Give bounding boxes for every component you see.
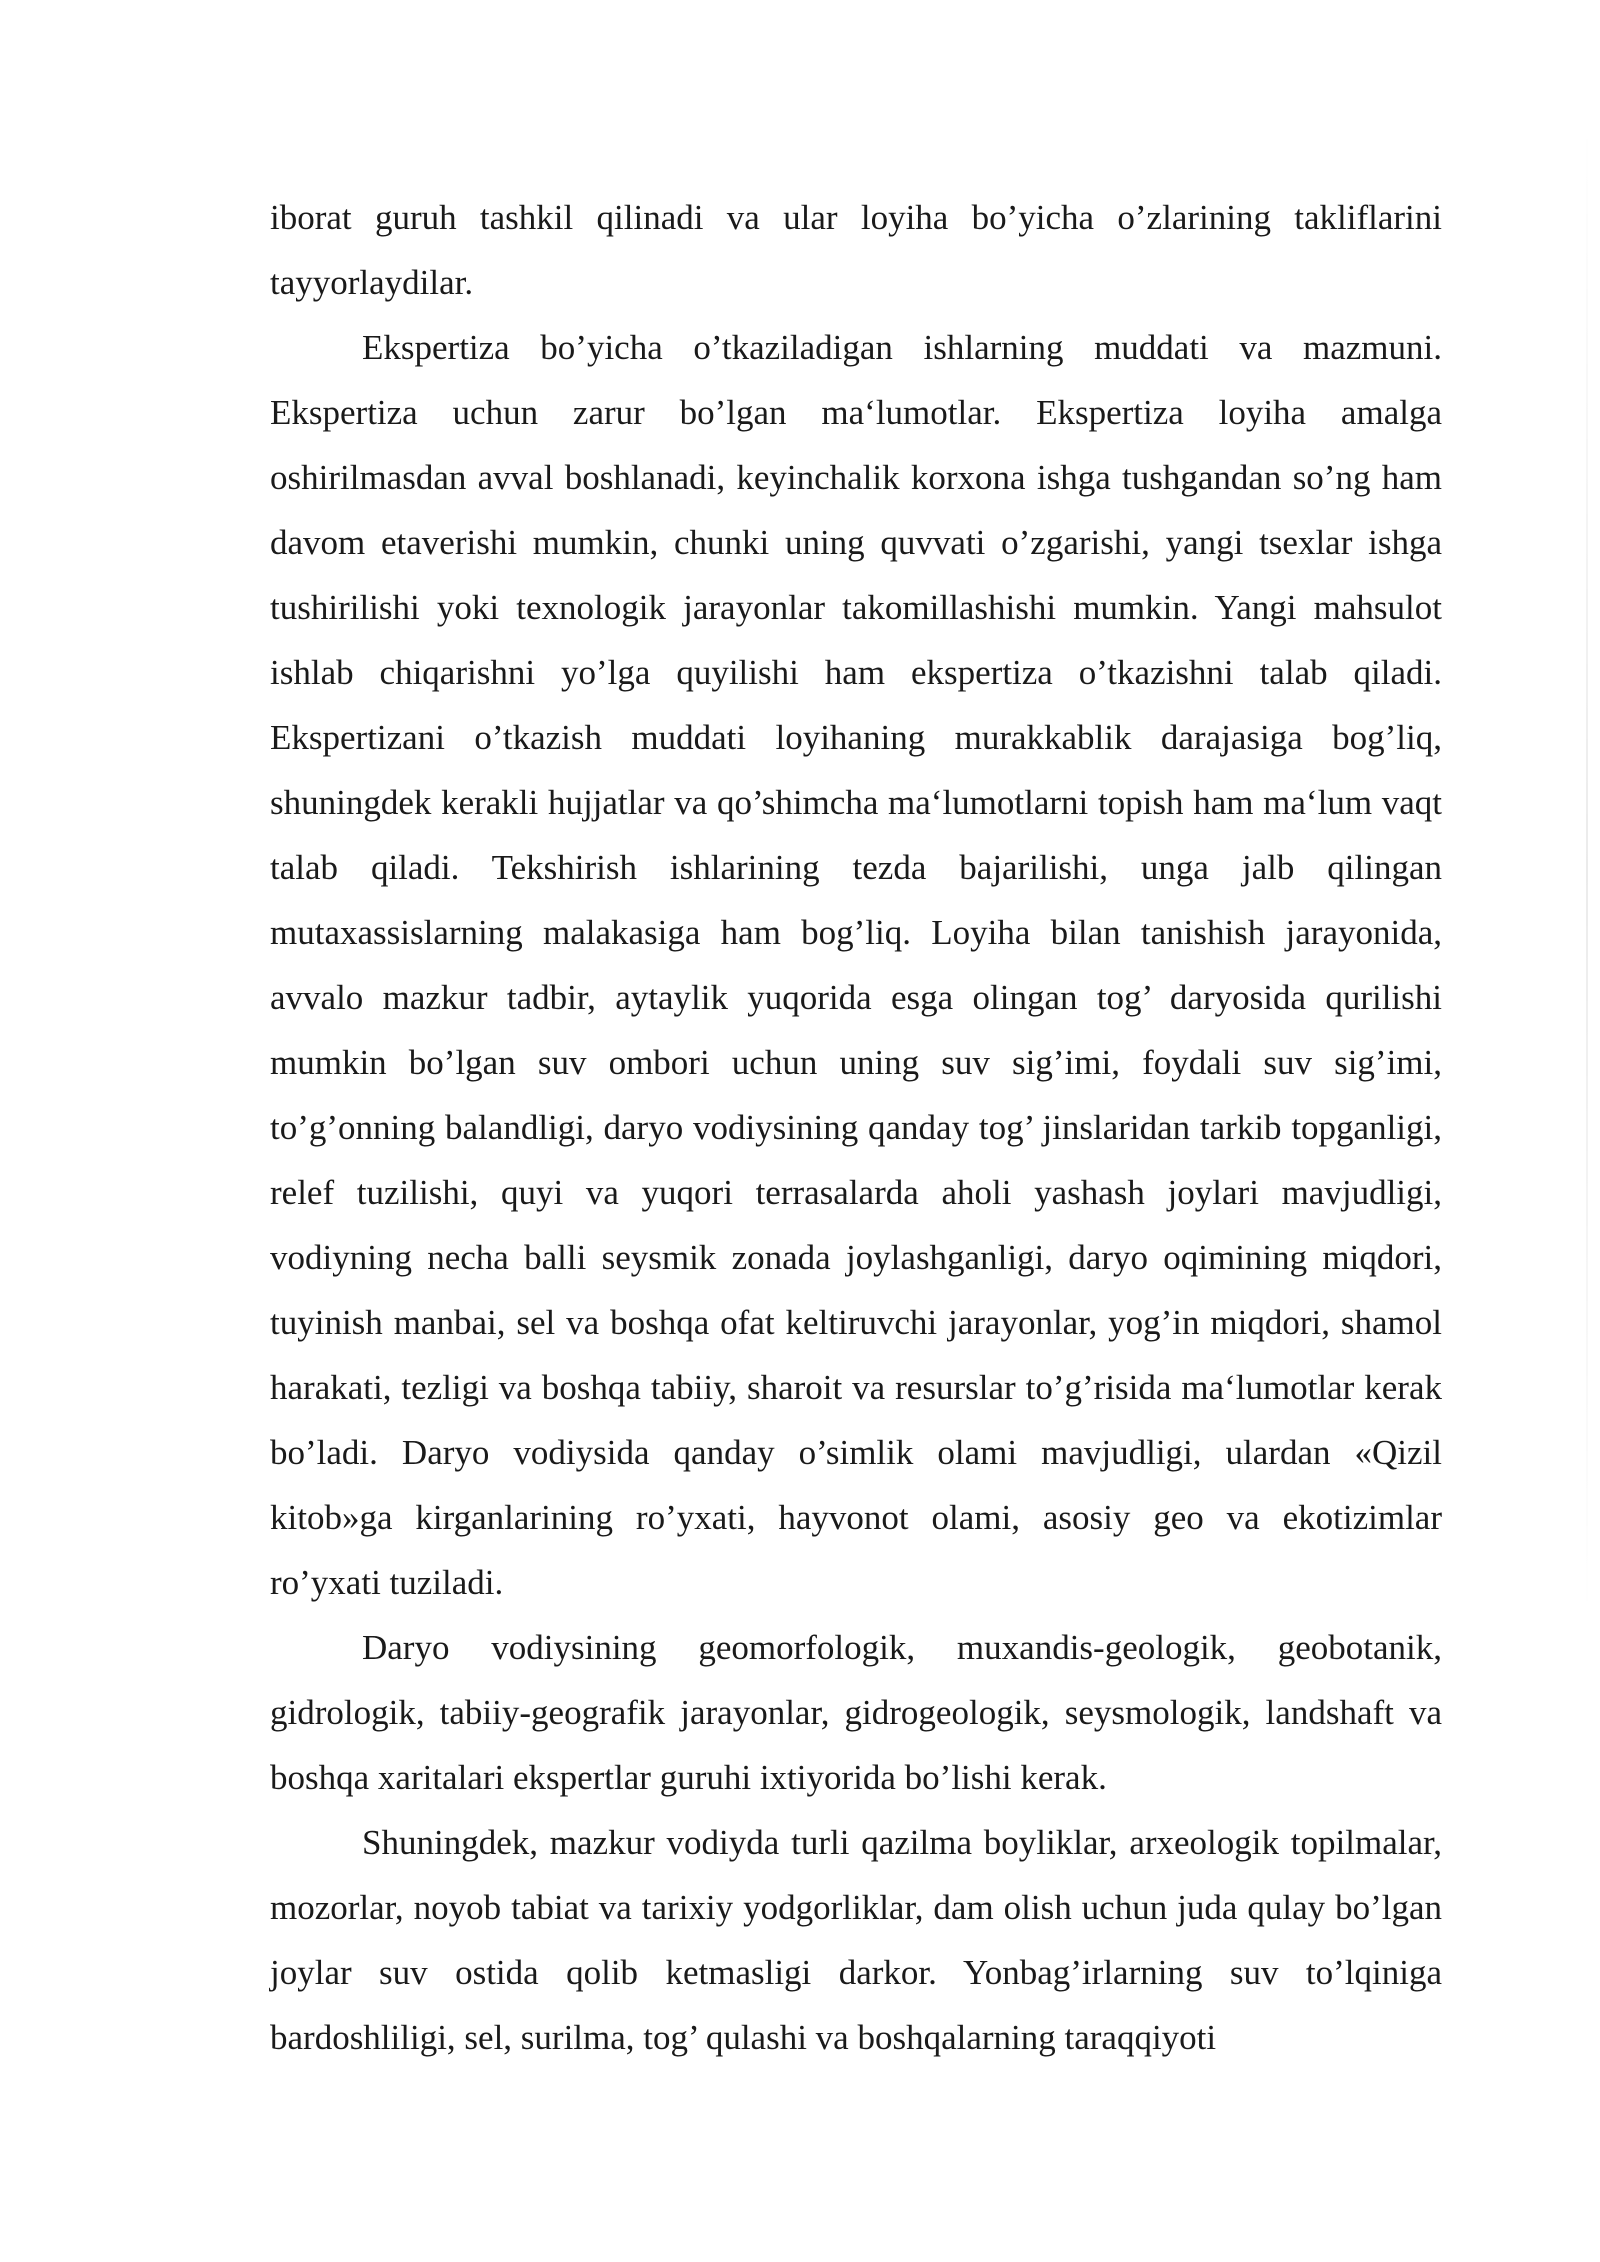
paragraph-1: iborat guruh tashkil qilinadi va ular loyiha bo’yicha o’zlarining takliflarini tayyorlaydilar. — [270, 198, 1442, 302]
page-edge-shadow — [1586, 120, 1588, 1620]
paragraph-2: Ekspertiza bo’yicha o’tkaziladigan ishlarning muddati va mazmuni. Ekspertiza uchun zarur bo’lgan ma‘lumotlar. Ekspertiza loyiha amalga oshirilmasdan avval boshlanadi, keyinchalik korxona ishga tushgandan so’ng ham davom etaverishi mumkin, chunki uning quvvati o’zgarishi, yangi tsexlar ishga tushirilishi yoki texnologik jarayonlar takomillashishi mumkin. Yangi mahsulot ishlab chiqarishni yo’lga quyilishi ham ekspertiza o’tkazishni talab qiladi. Ekspertizani o’tkazish muddati loyihaning murakkablik darajasiga bog’liq, shuningdek kerakli hujjatlar va qo’shimcha ma‘lumotlarni topish ham ma‘lum vaqt talab qiladi. Tekshirish ishlarining tezda bajarilishi, unga jalb qilingan mutaxassislarning malakasiga ham bog’liq. Loyiha bilan tanishish jarayonida, avvalo mazkur tadbir, aytaylik yuqorida esga olingan tog’ daryosida qurilishi mumkin bo’lgan suv ombori uchun uning suv sig’imi, foydali suv sig’imi, to’g’onning balandligi, daryo vodiysining qanday tog’ jinslaridan tarkib topganligi, relef tuzilishi, quyi va yuqori terrasalarda aholi yashash joylari mavjudligi, vodiyning necha balli seysmik zonada joylashganligi, daryo oqimining miqdori, tuyinish manbai, sel va boshqa ofat keltiruvchi jarayonlar, yog’in miqdori, shamol harakati, tezligi va boshqa tabiiy, sharoit va resurslar to’g’risida ma‘lumotlar kerak bo’ladi. Daryo vodiysida qanday o’simlik olami mavjudligi, ulardan «Qizil kitob»ga kirganlarining ro’yxati, hayvonot olami, asosiy geo va ekotizimlar ro’yxati tuziladi. — [270, 328, 1442, 1602]
paragraph-4: Shuningdek, mazkur vodiyda turli qazilma boyliklar, arxeologik topilmalar, mozorlar, noyob tabiat va tarixiy yodgorliklar, dam olish uchun juda qulay bo’lgan joylar suv ostida qolib ketmasligi darkor. Yonbag’irlarning suv to’lqiniga bardoshliligi, sel, surilma, tog’ qulashi va boshqalarning taraqqiyoti — [270, 1823, 1442, 2057]
paragraph-3: Daryo vodiysining geomorfologik, muxandis-geologik, geobotanik, gidrologik, tabiiy-geografik jarayonlar, gidrogeologik, seysmologik, landshaft va boshqa xaritalari ekspertlar guruhi ixtiyorida bo’lishi kerak. — [270, 1628, 1442, 1797]
document-body — [270, 185, 1442, 2070]
